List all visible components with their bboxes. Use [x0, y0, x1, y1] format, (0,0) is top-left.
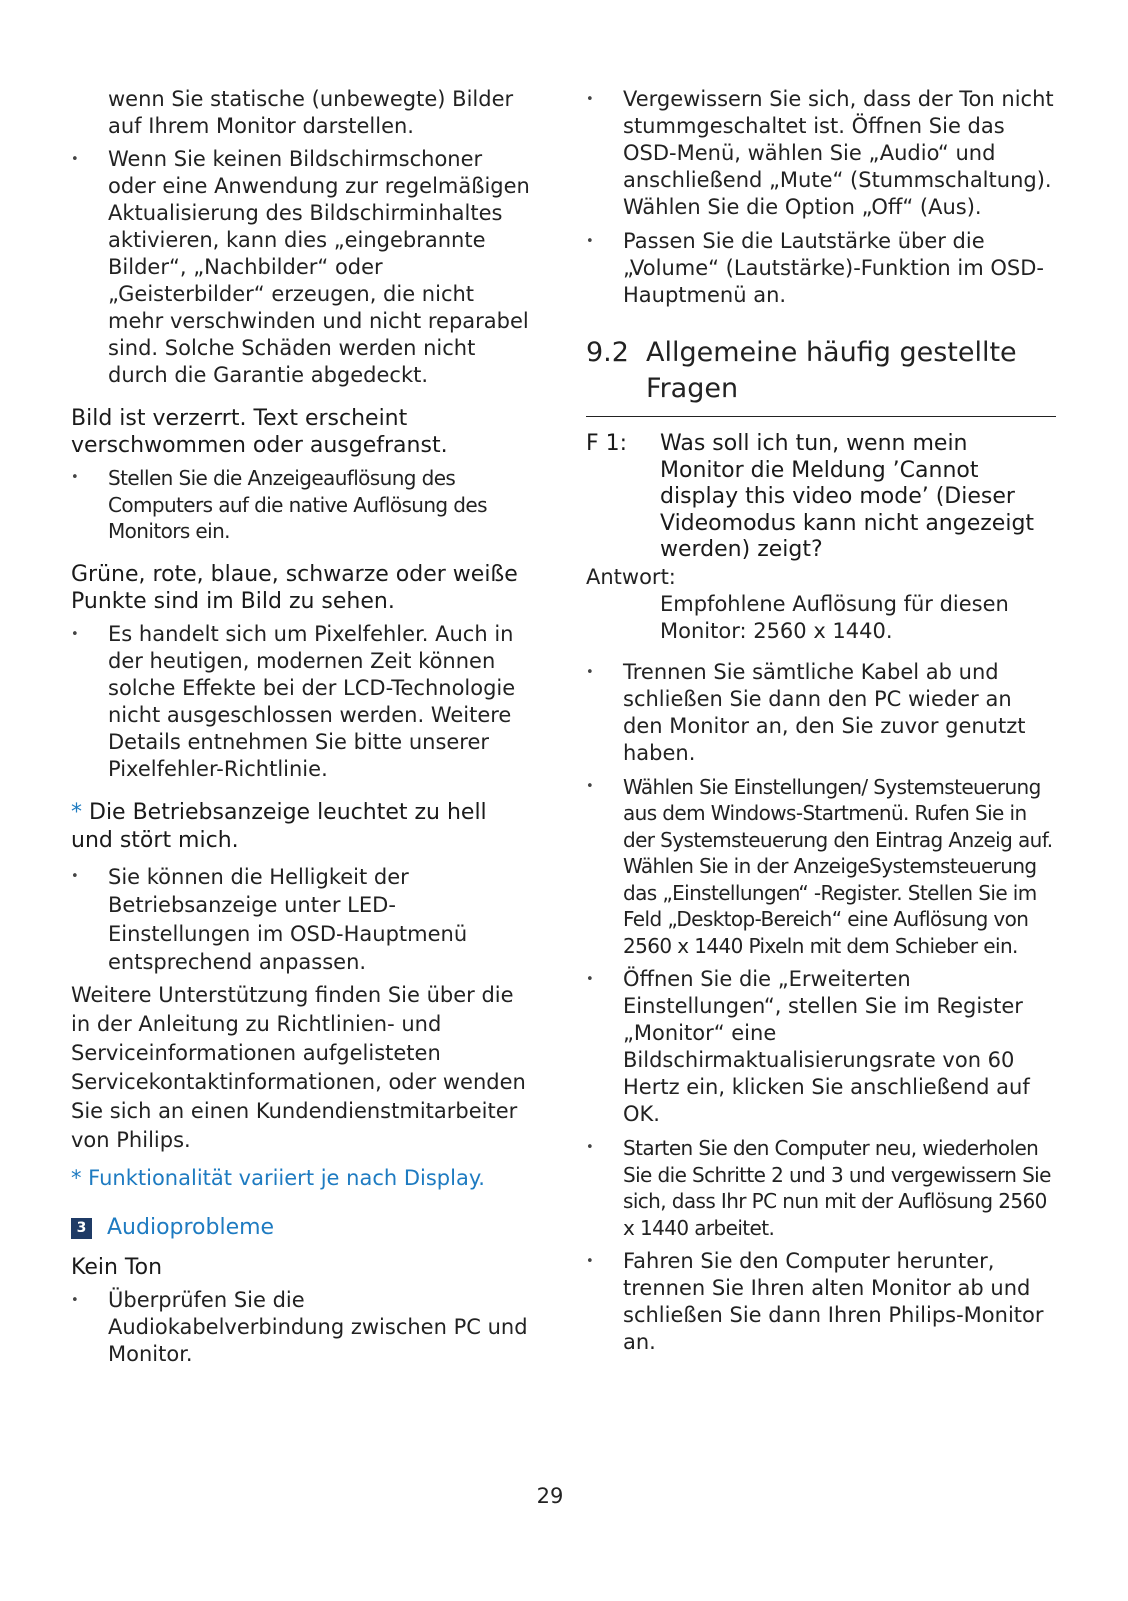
power-heading-text: Die Betriebsanzeige leuchtet zu hell und stört mich.	[71, 799, 487, 853]
support-text: Weitere Unterstützung finden Sie über die in der Anleitung zu Richtlinien- und Serviceinformationen aufgelisteten Servicekontaktinformationen, oder wenden Sie sich an einen Kundendienstmitarbeiter von Philips.	[71, 982, 526, 1152]
section-rule	[586, 416, 1056, 417]
answer-text: Empfohlene Auflösung für diesen Monitor: 2560 x 1440.	[660, 591, 1009, 643]
power-heading-star: *	[71, 799, 82, 825]
mute-bullet: • Vergewissern Sie sich, dass der Ton nicht stummgeschaltet ist. Öffnen Sie das OSD-Menü, wählen Sie „Audio“ und anschließend „Mute“ (Stummschaltung). Wählen Sie die Option „Off“ (Aus).	[586, 86, 1056, 221]
answer-label: Antwort:	[586, 564, 676, 589]
left-column	[71, 86, 531, 1368]
dots-bullet: • Es handelt sich um Pixelfehler. Auch in der heutigen, modernen Zeit können solche Effekte bei der LCD-Technologie nicht ausgeschlossen werden. Weitere Details entnehmen Sie bitte unserer Pixelfehler-Richtlinie.	[71, 621, 531, 783]
question-text: Was soll ich tun, wenn mein Monitor die Meldung ’Cannot display this video mode’ (Dieser Videomodus kann nicht angezeigt werden) zeigt?	[660, 431, 1035, 562]
footnote: * Funktionalität variiert je nach Display.	[71, 1165, 485, 1190]
faq-bullet: • Starten Sie den Computer neu, wiederholen Sie die Schritte 2 und 3 und vergewissern Sie sich, dass Ihr PC nun mit der Auflösung 2560 x 1440 arbeitet.	[586, 1135, 1056, 1241]
faq-question	[586, 431, 1056, 564]
page-number: 29	[536, 1484, 564, 1508]
no-sound-heading: Kein Ton	[71, 1254, 163, 1280]
section-title	[586, 335, 1056, 407]
dots-heading: Grüne, rote, blaue, schwarze oder weiße Punkte sind im Bild zu sehen.	[71, 561, 518, 614]
faq-bullet: • Wählen Sie Einstellungen/ Systemsteuerung aus dem Windows-Startmenü. Rufen Sie in der Systemsteuerung den Eintrag Anzeig auf. Wählen Sie in der AnzeigeSystemsteuerung das „Einstellungen“ -Register. Stellen Sie im Feld „Desktop-Bereich“ eine Auflösung von 2560 x 1440 Pixeln mit dem Schieber ein.	[586, 774, 1056, 960]
faq-bullet: • Öffnen Sie die „Erweiterten Einstellungen“, stellen Sie im Register „Monitor“ eine Bildschirmaktualisierungsrate von 60 Hertz ein, klicken Sie anschließend auf OK.	[586, 966, 1056, 1128]
faq-bullet: • Trennen Sie sämtliche Kabel ab und schließen Sie dann den PC wieder an den Monitor an, den Sie zuvor genutzt haben.	[586, 659, 1056, 767]
right-column	[586, 86, 1056, 1356]
distorted-bullet: • Stellen Sie die Anzeigeauflösung des Computers auf die native Auflösung des Monitors ein.	[71, 465, 531, 545]
faq-bullet: • Fahren Sie den Computer herunter, trennen Sie Ihren alten Monitor ab und schließen Sie dann Ihren Philips-Monitor an.	[586, 1248, 1056, 1356]
audio-heading	[71, 1214, 531, 1242]
audio-title: Audioprobleme	[107, 1214, 275, 1240]
power-bullet: • Sie können die Helligkeit der Betriebsanzeige unter LED-Einstellungen im OSD-Hauptmenü entsprechend anpassen.	[71, 863, 531, 977]
question-label: F 1:	[586, 431, 628, 456]
no-sound-bullet: • Überprüfen Sie die Audiokabelverbindung zwischen PC und Monitor.	[71, 1287, 531, 1368]
screensaver-bullet: • Wenn Sie keinen Bildschirmschoner oder eine Anwendung zur regelmäßigen Aktualisierung des Bildschirminhaltes aktivieren, kann dies „eingebrannte Bilder“, „Nachbilder“ oder „Geisterbilder“ erzeugen, die nicht mehr verschwinden und nicht reparabel sind. Solche Schäden werden nicht durch die Garantie abgedeckt.	[71, 146, 531, 389]
intro-continuation: wenn Sie statische (unbewegte) Bilder auf Ihrem Monitor darstellen.	[108, 87, 514, 138]
distorted-heading: Bild ist verzerrt. Text erscheint verschwommen oder ausgefranst.	[71, 406, 448, 458]
section-number: 9.2	[586, 337, 629, 368]
power-heading	[71, 799, 531, 855]
section-title-text: Allgemeine häufig gestellte Fragen	[646, 337, 1017, 404]
volume-bullet: • Passen Sie die Lautstärke über die „Volume“ (Lautstärke)-Funktion im OSD-Hauptmenü an.	[586, 228, 1056, 309]
audio-section-badge: 3	[71, 1218, 92, 1239]
